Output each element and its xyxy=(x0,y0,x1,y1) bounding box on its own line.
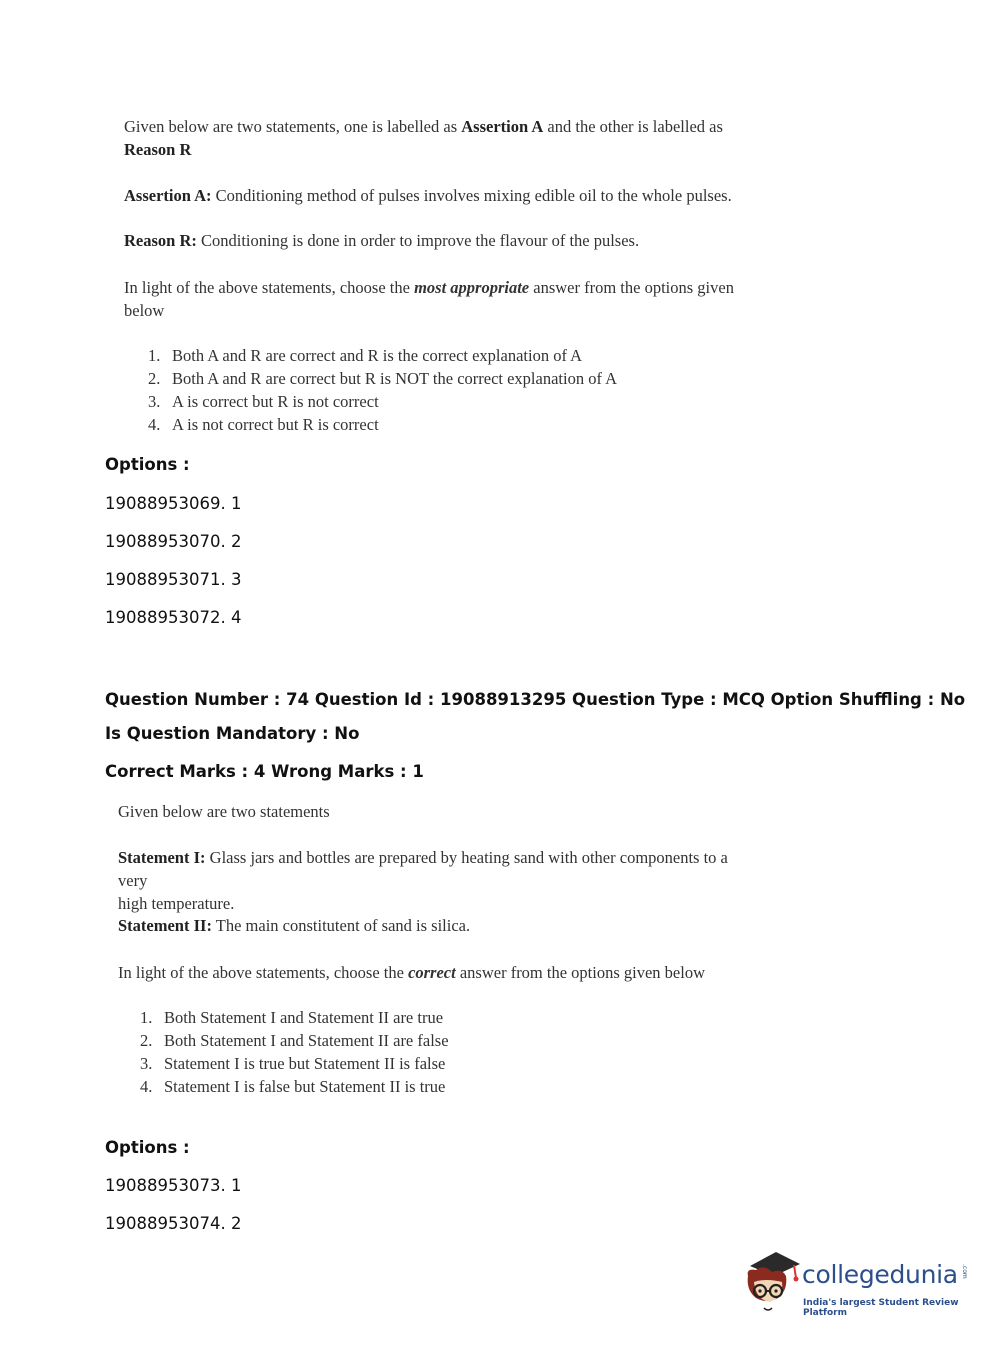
list-item: 3. Statement I is true but Statement II is false xyxy=(140,1054,446,1073)
list-item: 1. Both Statement I and Statement II are true xyxy=(140,1008,444,1027)
q73-statement-block xyxy=(124,115,744,161)
q73-choice-list xyxy=(148,344,748,436)
option-line: 19088953070. 2 xyxy=(105,532,242,551)
q73-intro-cont: Reason R xyxy=(124,140,192,159)
q73-assertion: Assertion A: Conditioning method of pulses involves mixing edible oil to the whole pulses. xyxy=(124,186,732,205)
q73-options-label: Options : xyxy=(105,455,190,474)
q74-options-label: Options : xyxy=(105,1138,190,1157)
list-item: 4. A is not correct but R is correct xyxy=(148,415,379,434)
q74-mandatory: Is Question Mandatory : No xyxy=(105,724,360,743)
option-line: 19088953074. 2 xyxy=(105,1214,242,1233)
option-line: 19088953072. 4 xyxy=(105,608,242,627)
option-line: 19088953069. 1 xyxy=(105,494,242,513)
list-item: 2. Both A and R are correct but R is NOT the correct explanation of A xyxy=(148,369,618,388)
logo-wordmark: collegedunia xyxy=(802,1260,958,1289)
logo-tagline: India's largest Student Review Platform xyxy=(803,1298,959,1318)
q73-reason: Reason R: Conditioning is done in order to improve the flavour of the pulses. xyxy=(124,231,640,250)
logo-com: .com xyxy=(961,1264,968,1279)
q73-prompt: In light of the above statements, choose the most appropriate answer from the options given below xyxy=(124,278,734,320)
q74-intro: Given below are two statements xyxy=(118,802,330,821)
collegedunia-logo xyxy=(742,1246,972,1326)
list-item: 2. Both Statement I and Statement II are false xyxy=(140,1031,449,1050)
q74-statement-2: Statement II: The main constitutent of sand is silica. xyxy=(118,916,471,935)
q74-prompt: In light of the above statements, choose the correct answer from the options given below xyxy=(118,963,705,982)
q73-intro: Given below are two statements, one is labelled as Assertion A and the other is labelled as xyxy=(124,117,723,136)
list-item: 3. A is correct but R is not correct xyxy=(148,392,379,411)
q74-choice-list xyxy=(140,1006,740,1098)
q74-marks: Correct Marks : 4 Wrong Marks : 1 xyxy=(105,762,424,781)
q74-header: Question Number : 74 Question Id : 19088913295 Question Type : MCQ Option Shuffling : No xyxy=(105,690,966,709)
list-item: 4. Statement I is false but Statement II is true xyxy=(140,1077,446,1096)
student-mascot-icon xyxy=(742,1246,802,1316)
list-item: 1. Both A and R are correct and R is the correct explanation of A xyxy=(148,346,583,365)
q74-statement-1: Statement I: Glass jars and bottles are prepared by heating sand with other components to a very high temperature. xyxy=(118,848,728,913)
option-line: 19088953071. 3 xyxy=(105,570,242,589)
option-line: 19088953073. 1 xyxy=(105,1176,242,1195)
